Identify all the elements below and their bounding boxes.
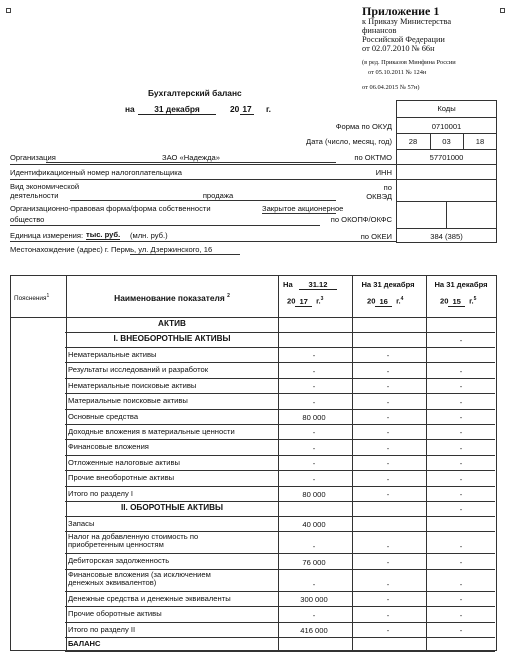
row-label-line: II. ОБОРОТНЫЕ АКТИВЫ — [120, 503, 224, 512]
table-row — [10, 569, 497, 591]
okud-label: Форма по ОКУД — [335, 122, 392, 131]
table-row — [10, 516, 497, 531]
oktmo-label: по ОКТМО — [354, 153, 392, 162]
row-value-1: - — [312, 474, 316, 484]
row-value-1: 76 000 — [302, 557, 326, 567]
row-label-line: БАЛАНС — [68, 639, 101, 648]
row-value-2: - — [386, 397, 390, 407]
row-value-2: - — [386, 351, 390, 361]
appendix-title: Приложение 1 — [362, 4, 440, 18]
row-label-line: I. ВНЕОБОРОТНЫЕ АКТИВЫ — [113, 334, 231, 343]
row-label — [68, 520, 276, 528]
row-label — [68, 571, 276, 587]
row-label — [68, 640, 276, 648]
date-label: Дата (число, месяц, год) — [306, 137, 392, 146]
row-value-1: 300 000 — [300, 595, 328, 605]
row-label-line: денежных эквивалентов) — [68, 577, 157, 587]
row-label-line: Нематериальные поисковые активы — [68, 380, 197, 390]
table-row — [10, 455, 497, 470]
col1-top: На — [283, 280, 293, 289]
okved-label-1: по — [383, 183, 392, 192]
row-value-3: - — [459, 412, 463, 422]
org-name: ЗАО «Надежда» — [162, 153, 220, 162]
row-value-1: - — [312, 459, 316, 469]
date-year: 18 — [475, 137, 485, 146]
table-row — [10, 439, 497, 454]
balance-title: Бухгалтерский баланс — [148, 88, 242, 98]
row-label — [68, 595, 276, 603]
row-label — [68, 490, 276, 498]
col1-date: 31.12 — [299, 280, 337, 290]
row-label-line: Нематериальные активы — [68, 350, 157, 359]
okei-code: 384 (385) — [430, 232, 463, 241]
table-row — [10, 378, 497, 393]
row-value-1: - — [312, 542, 316, 552]
row-label — [68, 533, 276, 549]
row-value-3: - — [459, 625, 463, 635]
codes-title: Коды — [437, 104, 456, 113]
row-label-line: Финансовые вложения (за исключением — [68, 569, 211, 579]
col3-year: 20 15 г.$^5$ — [440, 296, 477, 306]
row-label — [68, 504, 276, 512]
row-label — [68, 320, 276, 328]
row-value-3: - — [459, 428, 463, 438]
table-row — [10, 409, 497, 424]
row-value-2: - — [386, 443, 390, 453]
org-label: Организация — [10, 153, 56, 162]
row-label-line: Налог на добавленную стоимость по — [68, 532, 199, 542]
row-value-1: 80 000 — [302, 412, 326, 422]
table-row — [10, 393, 497, 408]
row-label — [68, 397, 276, 405]
row-value-1: - — [312, 397, 316, 407]
row-label-line: Доходные вложения в материальные ценности — [68, 427, 235, 436]
row-value-3: - — [459, 382, 463, 392]
legal-form-value-2: общество — [10, 215, 45, 224]
report-date: 31 декабря — [138, 104, 216, 115]
row-label — [68, 557, 276, 565]
col2-top: На 31 декабря — [361, 280, 415, 289]
edition-note-2: от 05.10.2011 № 124н — [368, 69, 427, 76]
row-label — [68, 382, 276, 390]
row-value-3: - — [459, 557, 463, 567]
table-row — [10, 622, 497, 637]
activity-label-1: Вид экономической — [10, 182, 80, 191]
row-label-line: Запасы — [68, 519, 95, 528]
table-row — [10, 332, 497, 347]
table-row — [10, 362, 497, 377]
row-value-3: - — [459, 459, 463, 469]
year-suffix: 17 — [240, 104, 254, 115]
table-row — [10, 501, 497, 516]
row-label — [68, 474, 276, 482]
row-value-1: - — [312, 382, 316, 392]
activity-label-2: деятельности — [10, 191, 59, 200]
row-label — [68, 428, 276, 436]
corner-mark-left — [6, 8, 11, 13]
address: Местонахождение (адрес) г. Пермь, ул. Дзержинского, 16 — [10, 245, 213, 254]
row-label-line: Итого по разделу I — [68, 488, 133, 498]
row-label — [68, 351, 276, 359]
inn-row-label: Идентификационный номер налогоплательщика — [10, 168, 182, 177]
row-value-3: - — [459, 595, 463, 605]
row-label — [68, 443, 276, 451]
year-end: г. — [266, 104, 271, 114]
okud-code: 0710001 — [431, 122, 462, 131]
okei-label: по ОКЕИ — [360, 232, 392, 241]
row-value-2: - — [386, 382, 390, 392]
row-value-3: - — [459, 610, 463, 620]
table-row — [10, 531, 497, 553]
oktmo-code: 57701000 — [429, 153, 464, 162]
table-row — [10, 317, 497, 332]
unit-value: тыс. руб. — [86, 230, 121, 239]
row-label-line: Финансовые вложения — [68, 442, 149, 452]
row-value-2: - — [386, 489, 390, 499]
row-label-line: Отложенные налоговые активы — [68, 457, 181, 467]
row-value-1: - — [312, 579, 316, 589]
row-value-1: - — [312, 351, 316, 361]
row-value-3: - — [459, 366, 463, 376]
row-value-3: - — [459, 542, 463, 552]
date-day: 28 — [408, 137, 418, 146]
row-value-3: - — [459, 579, 463, 589]
date-month: 03 — [442, 137, 451, 146]
col-name-header: Наименование показателя $^2$ — [114, 293, 230, 303]
table-row — [10, 553, 497, 568]
row-value-2: - — [386, 474, 390, 484]
row-label-line: АКТИВ — [158, 319, 186, 328]
row-label-line: Прочие оборотные активы — [68, 609, 162, 619]
okopf-label: по ОКОПФ/ОКФС — [330, 215, 392, 224]
date-on: на — [125, 104, 135, 114]
row-label-line: Денежные средства и денежные эквиваленты — [68, 593, 231, 603]
row-label — [68, 335, 276, 343]
row-value-3: - — [459, 397, 463, 407]
table-row — [10, 486, 497, 501]
col-notes-header: Пояснения$^1$ — [14, 293, 50, 303]
row-value-1: 416 000 — [300, 625, 328, 635]
row-value-2: - — [386, 542, 390, 552]
row-value-1: 40 000 — [302, 520, 326, 530]
row-label — [68, 413, 276, 421]
corner-mark-right — [500, 8, 505, 13]
year-prefix: 20 — [230, 104, 240, 114]
row-value-2: - — [386, 459, 390, 469]
edition-note-1: (в ред. Приказов Минфина России — [362, 59, 456, 66]
row-label — [68, 610, 276, 618]
table-row — [10, 606, 497, 621]
row-value-2: - — [386, 557, 390, 567]
appendix-line4: от 02.07.2010 № 66н — [362, 44, 435, 53]
row-value-2: - — [386, 610, 390, 620]
row-value-3: - — [459, 474, 463, 484]
row-value-1: 80 000 — [302, 489, 326, 499]
col3-top: На 31 декабря — [434, 280, 488, 289]
appendix-line3: Российской Федерации — [362, 35, 445, 44]
row-label-line: приобретенным ценностям — [68, 540, 164, 550]
row-value-1: - — [312, 428, 316, 438]
unit-label: Единица измерения: — [10, 231, 84, 240]
unit-alt: (млн. руб.) — [130, 231, 168, 240]
row-label-line: Результаты исследований и разработок — [68, 365, 209, 375]
col1-year: 20 17 г.$^3$ — [287, 296, 324, 306]
appendix-line2: финансов — [362, 26, 397, 35]
row-value-3: - — [459, 489, 463, 499]
row-value-3: - — [459, 336, 463, 345]
row-label-line: Основные средства — [68, 411, 139, 421]
row-value-2: - — [386, 625, 390, 635]
row-value-2: - — [386, 428, 390, 438]
row-value-1: - — [312, 366, 316, 376]
row-value-3: - — [459, 505, 463, 514]
row-value-1: - — [312, 443, 316, 453]
table-row — [10, 637, 497, 651]
row-label — [68, 366, 276, 374]
inn-label: ИНН — [375, 168, 392, 177]
row-value-2: - — [386, 579, 390, 589]
row-label-line: Прочие внеоборотные активы — [68, 473, 175, 483]
table-row — [10, 591, 497, 606]
row-label — [68, 626, 276, 634]
table-row — [10, 347, 497, 362]
row-label — [68, 459, 276, 467]
edition-note-3: от 06.04.2015 № 57н) — [362, 84, 420, 91]
row-value-3: - — [459, 443, 463, 453]
row-label-line: Материальные поисковые активы — [68, 396, 188, 406]
row-value-2: - — [386, 412, 390, 422]
legal-form-value: Закрытое акционерное — [262, 204, 344, 213]
activity-value: продажа — [202, 191, 234, 200]
row-label-line: Дебиторская задолженность — [68, 556, 170, 566]
table-row — [10, 424, 497, 439]
row-value-2: - — [386, 366, 390, 376]
okved-label-2: ОКВЭД — [366, 192, 392, 201]
row-label-line: Итого по разделу II — [68, 624, 136, 634]
row-value-1: - — [312, 610, 316, 620]
legal-form-label: Организационно-правовая форма/форма собственности — [10, 204, 211, 213]
row-value-2: - — [386, 595, 390, 605]
col2-year: 20 16 г.$^4$ — [367, 296, 404, 306]
table-row — [10, 470, 497, 485]
appendix-line1: к Приказу Министерства — [362, 17, 452, 26]
